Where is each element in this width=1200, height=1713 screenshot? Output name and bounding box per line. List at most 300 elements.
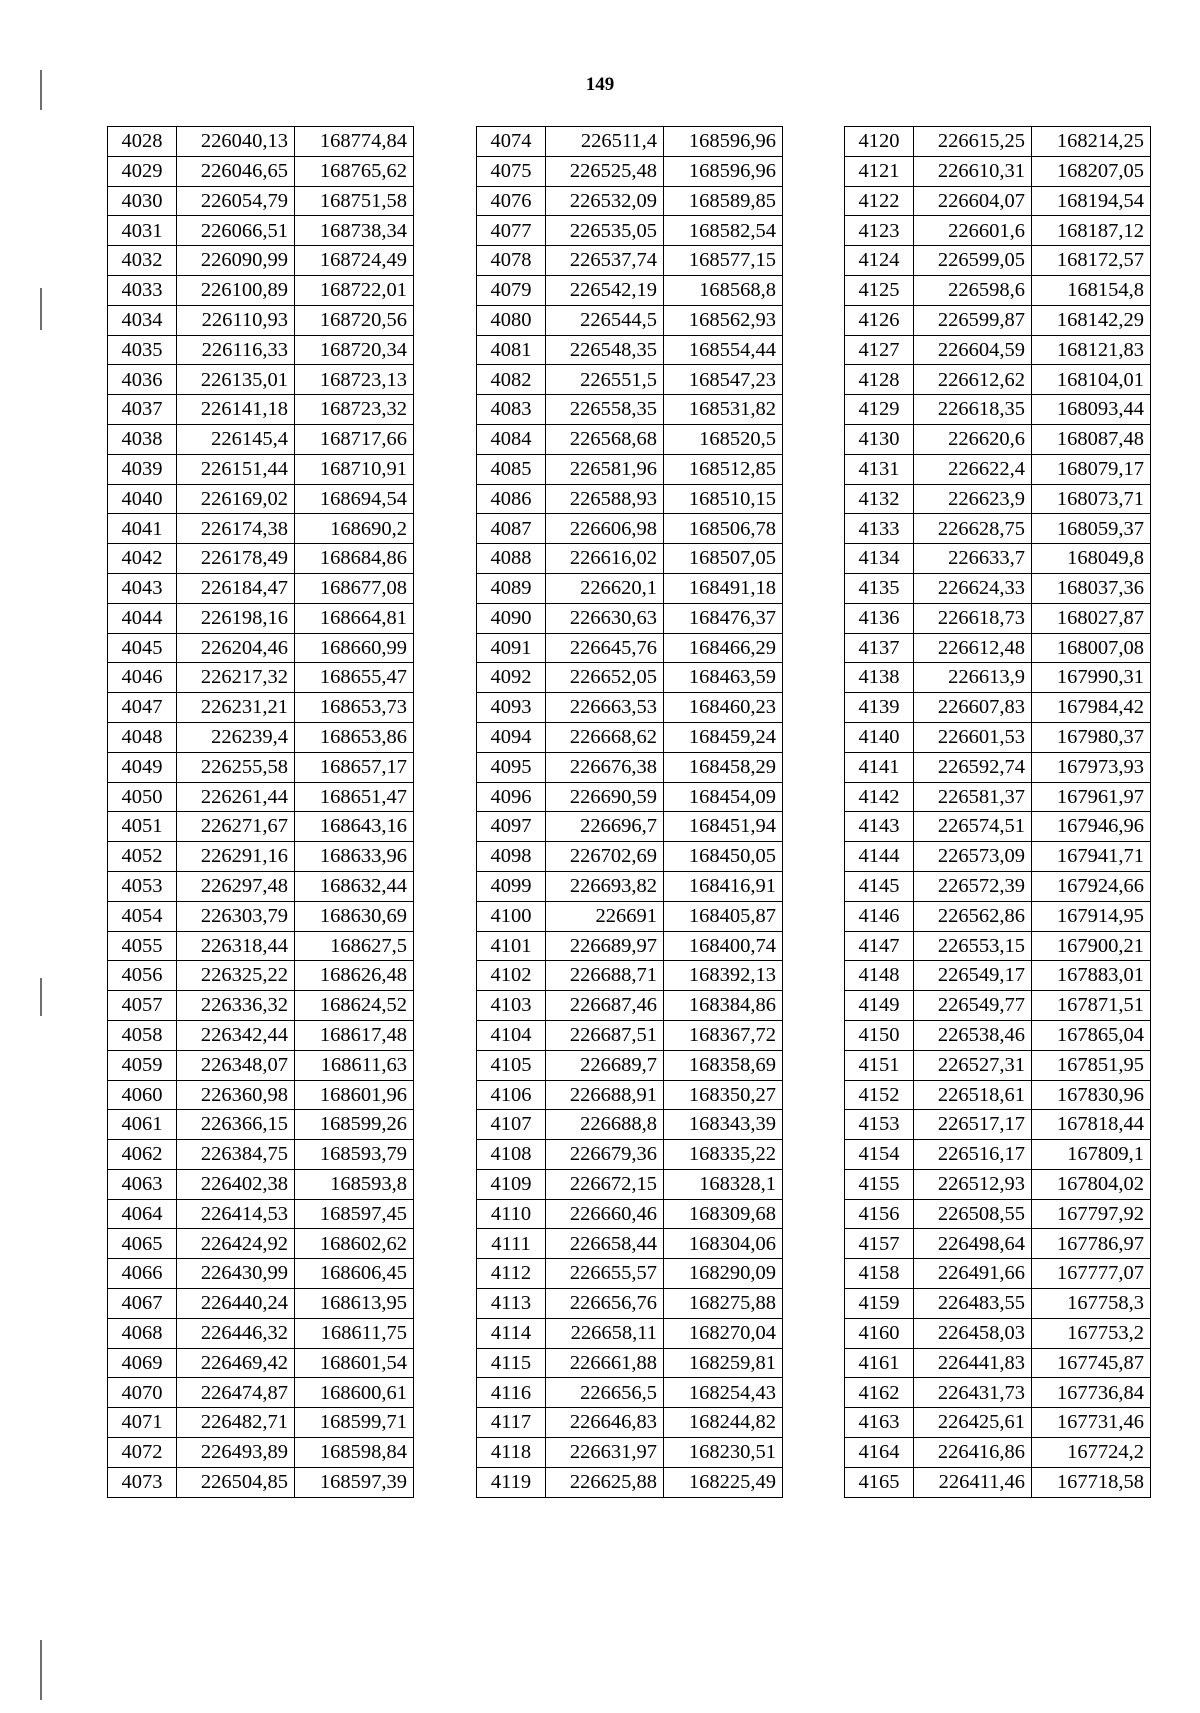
table-row [477,901,783,931]
x-coordinate-cell: 226430,99 [177,1259,295,1289]
table-row [108,1050,414,1080]
point-number-cell: 4102 [477,961,546,991]
table-row [477,335,783,365]
y-coordinate-cell: 168660,99 [295,633,414,663]
table-row [108,1110,414,1140]
point-number-cell: 4050 [108,782,177,812]
y-coordinate-cell: 167818,44 [1032,1110,1151,1140]
point-number-cell: 4093 [477,693,546,723]
point-number-cell: 4056 [108,961,177,991]
point-number-cell: 4109 [477,1169,546,1199]
y-coordinate-cell: 168460,23 [664,693,783,723]
point-number-cell: 4132 [845,484,914,514]
point-number-cell: 4108 [477,1140,546,1170]
y-coordinate-cell: 168335,22 [664,1140,783,1170]
table-row [845,871,1151,901]
y-coordinate-cell: 167900,21 [1032,931,1151,961]
point-number-cell: 4141 [845,752,914,782]
table-row [845,186,1151,216]
point-number-cell: 4049 [108,752,177,782]
table-row [108,454,414,484]
y-coordinate-cell: 167745,87 [1032,1348,1151,1378]
point-number-cell: 4074 [477,127,546,157]
y-coordinate-cell: 168230,51 [664,1438,783,1468]
y-coordinate-cell: 168596,96 [664,127,783,157]
point-number-cell: 4164 [845,1438,914,1468]
y-coordinate-cell: 168600,61 [295,1378,414,1408]
x-coordinate-cell: 226553,15 [914,931,1032,961]
x-coordinate-cell: 226588,93 [546,484,664,514]
y-coordinate-cell: 168599,26 [295,1110,414,1140]
point-number-cell: 4125 [845,275,914,305]
y-coordinate-cell: 168582,54 [664,216,783,246]
y-coordinate-cell: 168416,91 [664,871,783,901]
point-number-cell: 4150 [845,1020,914,1050]
y-coordinate-cell: 167961,97 [1032,782,1151,812]
point-number-cell: 4092 [477,663,546,693]
y-coordinate-cell: 168657,17 [295,752,414,782]
table-row [845,693,1151,723]
table-row [477,1408,783,1438]
y-coordinate-cell: 168597,45 [295,1199,414,1229]
table-row [477,246,783,276]
x-coordinate-cell: 226612,48 [914,633,1032,663]
point-number-cell: 4041 [108,514,177,544]
table-row [477,216,783,246]
table-row [845,782,1151,812]
y-coordinate-cell: 167851,95 [1032,1050,1151,1080]
x-coordinate-cell: 226141,18 [177,395,295,425]
table-row [108,246,414,276]
page-number: 149 [585,74,615,95]
table-row [845,1408,1151,1438]
table-row [477,1169,783,1199]
point-number-cell: 4121 [845,156,914,186]
point-number-cell: 4138 [845,663,914,693]
x-coordinate-cell: 226549,17 [914,961,1032,991]
point-number-cell: 4065 [108,1229,177,1259]
point-number-cell: 4104 [477,1020,546,1050]
table-row [477,1289,783,1319]
table-row [477,961,783,991]
y-coordinate-cell: 168722,01 [295,275,414,305]
x-coordinate-cell: 226100,89 [177,275,295,305]
y-coordinate-cell: 168547,23 [664,365,783,395]
x-coordinate-cell: 226599,87 [914,305,1032,335]
table-row [845,1050,1151,1080]
point-number-cell: 4161 [845,1348,914,1378]
point-number-cell: 4080 [477,305,546,335]
x-coordinate-cell: 226135,01 [177,365,295,395]
y-coordinate-cell: 168613,95 [295,1289,414,1319]
x-coordinate-cell: 226625,88 [546,1467,664,1497]
y-coordinate-cell: 168710,91 [295,454,414,484]
y-coordinate-cell: 168512,85 [664,454,783,484]
y-coordinate-cell: 167990,31 [1032,663,1151,693]
table-row [108,931,414,961]
table-row [845,1259,1151,1289]
table-row [845,603,1151,633]
y-coordinate-cell: 168611,75 [295,1318,414,1348]
table-row [845,1438,1151,1468]
x-coordinate-cell: 226558,35 [546,395,664,425]
point-number-cell: 4059 [108,1050,177,1080]
point-number-cell: 4147 [845,931,914,961]
x-coordinate-cell: 226504,85 [177,1467,295,1497]
point-number-cell: 4143 [845,812,914,842]
y-coordinate-cell: 167777,07 [1032,1259,1151,1289]
table-row [845,395,1151,425]
y-coordinate-cell: 168601,96 [295,1080,414,1110]
x-coordinate-cell: 226592,74 [914,752,1032,782]
y-coordinate-cell: 168259,81 [664,1348,783,1378]
y-coordinate-cell: 168598,84 [295,1438,414,1468]
x-coordinate-cell: 226482,71 [177,1408,295,1438]
y-coordinate-cell: 167758,3 [1032,1289,1151,1319]
point-number-cell: 4046 [108,663,177,693]
y-coordinate-cell: 167924,66 [1032,871,1151,901]
point-number-cell: 4057 [108,991,177,1021]
y-coordinate-cell: 167809,1 [1032,1140,1151,1170]
y-coordinate-cell: 168723,13 [295,365,414,395]
table-row [108,663,414,693]
point-number-cell: 4137 [845,633,914,663]
point-number-cell: 4044 [108,603,177,633]
table-row [108,514,414,544]
y-coordinate-cell: 167946,96 [1032,812,1151,842]
point-number-cell: 4126 [845,305,914,335]
table-row [477,573,783,603]
y-coordinate-cell: 168466,29 [664,633,783,663]
table-row [477,1438,783,1468]
x-coordinate-cell: 226652,05 [546,663,664,693]
table-row [108,1318,414,1348]
x-coordinate-cell: 226271,67 [177,812,295,842]
point-number-cell: 4159 [845,1289,914,1319]
x-coordinate-cell: 226676,38 [546,752,664,782]
x-coordinate-cell: 226607,83 [914,693,1032,723]
x-coordinate-cell: 226261,44 [177,782,295,812]
x-coordinate-cell: 226090,99 [177,246,295,276]
x-coordinate-cell: 226633,7 [914,544,1032,574]
table-row [108,901,414,931]
x-coordinate-cell: 226425,61 [914,1408,1032,1438]
x-coordinate-cell: 226562,86 [914,901,1032,931]
y-coordinate-cell: 168270,04 [664,1318,783,1348]
x-coordinate-cell: 226291,16 [177,842,295,872]
table-row [108,1140,414,1170]
x-coordinate-cell: 226604,59 [914,335,1032,365]
x-coordinate-cell: 226174,38 [177,514,295,544]
table-row [108,275,414,305]
x-coordinate-cell: 226658,11 [546,1318,664,1348]
point-number-cell: 4142 [845,782,914,812]
point-number-cell: 4094 [477,722,546,752]
table-row [477,1318,783,1348]
table-row [477,842,783,872]
table-row [108,871,414,901]
x-coordinate-cell: 226402,38 [177,1169,295,1199]
table-row [845,424,1151,454]
point-number-cell: 4073 [108,1467,177,1497]
x-coordinate-cell: 226658,44 [546,1229,664,1259]
y-coordinate-cell: 168463,59 [664,663,783,693]
y-coordinate-cell: 168290,09 [664,1259,783,1289]
table-row [477,693,783,723]
x-coordinate-cell: 226601,53 [914,722,1032,752]
table-row [108,127,414,157]
y-coordinate-cell: 168104,01 [1032,365,1151,395]
table-row [477,1229,783,1259]
point-number-cell: 4153 [845,1110,914,1140]
table-row [477,424,783,454]
y-coordinate-cell: 168554,44 [664,335,783,365]
y-coordinate-cell: 168562,93 [664,305,783,335]
y-coordinate-cell: 168611,63 [295,1050,414,1080]
point-number-cell: 4149 [845,991,914,1021]
y-coordinate-cell: 168593,79 [295,1140,414,1170]
point-number-cell: 4070 [108,1378,177,1408]
point-number-cell: 4155 [845,1169,914,1199]
point-number-cell: 4134 [845,544,914,574]
point-number-cell: 4071 [108,1408,177,1438]
x-coordinate-cell: 226411,46 [914,1467,1032,1497]
x-coordinate-cell: 226110,93 [177,305,295,335]
x-coordinate-cell: 226610,31 [914,156,1032,186]
x-coordinate-cell: 226532,09 [546,186,664,216]
y-coordinate-cell: 168602,62 [295,1229,414,1259]
table-row [845,931,1151,961]
y-coordinate-cell: 168633,96 [295,842,414,872]
point-number-cell: 4075 [477,156,546,186]
point-number-cell: 4039 [108,454,177,484]
y-coordinate-cell: 168653,73 [295,693,414,723]
point-number-cell: 4045 [108,633,177,663]
x-coordinate-cell: 226446,32 [177,1318,295,1348]
y-coordinate-cell: 168172,57 [1032,246,1151,276]
x-coordinate-cell: 226046,65 [177,156,295,186]
point-number-cell: 4163 [845,1408,914,1438]
y-coordinate-cell: 168093,44 [1032,395,1151,425]
x-coordinate-cell: 226690,59 [546,782,664,812]
x-coordinate-cell: 226702,69 [546,842,664,872]
x-coordinate-cell: 226424,92 [177,1229,295,1259]
point-number-cell: 4068 [108,1318,177,1348]
y-coordinate-cell: 168599,71 [295,1408,414,1438]
x-coordinate-cell: 226483,55 [914,1289,1032,1319]
point-number-cell: 4124 [845,246,914,276]
x-coordinate-cell: 226527,31 [914,1050,1032,1080]
y-coordinate-cell: 167980,37 [1032,722,1151,752]
x-coordinate-cell: 226360,98 [177,1080,295,1110]
y-coordinate-cell: 167718,58 [1032,1467,1151,1497]
x-coordinate-cell: 226297,48 [177,871,295,901]
y-coordinate-cell: 168309,68 [664,1199,783,1229]
y-coordinate-cell: 168049,8 [1032,544,1151,574]
point-number-cell: 4089 [477,573,546,603]
x-coordinate-cell: 226469,42 [177,1348,295,1378]
y-coordinate-cell: 168694,54 [295,484,414,514]
point-number-cell: 4087 [477,514,546,544]
point-number-cell: 4072 [108,1438,177,1468]
y-coordinate-cell: 168738,34 [295,216,414,246]
y-coordinate-cell: 168154,8 [1032,275,1151,305]
point-number-cell: 4140 [845,722,914,752]
y-coordinate-cell: 168506,78 [664,514,783,544]
table-row [477,186,783,216]
table-row [477,484,783,514]
x-coordinate-cell: 226615,25 [914,127,1032,157]
table-row [845,1289,1151,1319]
point-number-cell: 4162 [845,1378,914,1408]
point-number-cell: 4030 [108,186,177,216]
x-coordinate-cell: 226660,46 [546,1199,664,1229]
coordinate-table-2 [476,126,783,1498]
y-coordinate-cell: 168568,8 [664,275,783,305]
x-coordinate-cell: 226440,24 [177,1289,295,1319]
point-number-cell: 4131 [845,454,914,484]
y-coordinate-cell: 168458,29 [664,752,783,782]
y-coordinate-cell: 167973,93 [1032,752,1151,782]
y-coordinate-cell: 168476,37 [664,603,783,633]
point-number-cell: 4123 [845,216,914,246]
x-coordinate-cell: 226689,7 [546,1050,664,1080]
y-coordinate-cell: 168577,15 [664,246,783,276]
point-number-cell: 4034 [108,305,177,335]
table-row [477,752,783,782]
table-row [845,335,1151,365]
table-row [845,275,1151,305]
table-row [108,335,414,365]
point-number-cell: 4079 [477,275,546,305]
y-coordinate-cell: 168027,87 [1032,603,1151,633]
y-coordinate-cell: 168142,29 [1032,305,1151,335]
table-row [845,305,1151,335]
table-row [477,365,783,395]
table-row [108,1020,414,1050]
x-coordinate-cell: 226145,4 [177,424,295,454]
table-row [108,484,414,514]
y-coordinate-cell: 168653,86 [295,722,414,752]
table-row [845,663,1151,693]
table-row [108,1378,414,1408]
x-coordinate-cell: 226491,66 [914,1259,1032,1289]
table-row [845,1020,1151,1050]
point-number-cell: 4119 [477,1467,546,1497]
table-row [108,722,414,752]
x-coordinate-cell: 226672,15 [546,1169,664,1199]
point-number-cell: 4064 [108,1199,177,1229]
y-coordinate-cell: 168624,52 [295,991,414,1021]
table-row [477,871,783,901]
x-coordinate-cell: 226691 [546,901,664,931]
y-coordinate-cell: 168531,82 [664,395,783,425]
x-coordinate-cell: 226458,03 [914,1318,1032,1348]
table-row [845,1110,1151,1140]
x-coordinate-cell: 226414,53 [177,1199,295,1229]
y-coordinate-cell: 168520,5 [664,424,783,454]
x-coordinate-cell: 226572,39 [914,871,1032,901]
x-coordinate-cell: 226693,82 [546,871,664,901]
point-number-cell: 4053 [108,871,177,901]
table-row [477,1259,783,1289]
y-coordinate-cell: 167797,92 [1032,1199,1151,1229]
y-coordinate-cell: 167871,51 [1032,991,1151,1021]
table-row [477,663,783,693]
x-coordinate-cell: 226255,58 [177,752,295,782]
y-coordinate-cell: 168720,34 [295,335,414,365]
point-number-cell: 4129 [845,395,914,425]
table-row [845,1169,1151,1199]
x-coordinate-cell: 226525,48 [546,156,664,186]
table-row [108,156,414,186]
scan-edge-mark-lower [40,1640,42,1700]
point-number-cell: 4076 [477,186,546,216]
y-coordinate-cell: 168400,74 [664,931,783,961]
scan-edge-mark-upper [40,288,42,330]
point-number-cell: 4101 [477,931,546,961]
table-row [108,633,414,663]
table-row [108,842,414,872]
y-coordinate-cell: 167865,04 [1032,1020,1151,1050]
x-coordinate-cell: 226613,9 [914,663,1032,693]
table-row [477,1467,783,1497]
table-row [845,1318,1151,1348]
x-coordinate-cell: 226325,22 [177,961,295,991]
y-coordinate-cell: 168664,81 [295,603,414,633]
y-coordinate-cell: 168254,43 [664,1378,783,1408]
x-coordinate-cell: 226623,9 [914,484,1032,514]
table-row [845,991,1151,1021]
table-row [845,1348,1151,1378]
x-coordinate-cell: 226549,77 [914,991,1032,1021]
y-coordinate-cell: 167736,84 [1032,1378,1151,1408]
x-coordinate-cell: 226512,93 [914,1169,1032,1199]
table-row [108,1080,414,1110]
point-number-cell: 4038 [108,424,177,454]
table-row [108,1229,414,1259]
y-coordinate-cell: 168593,8 [295,1169,414,1199]
table-row [108,573,414,603]
y-coordinate-cell: 167724,2 [1032,1438,1151,1468]
point-number-cell: 4139 [845,693,914,723]
y-coordinate-cell: 168690,2 [295,514,414,544]
x-coordinate-cell: 226366,15 [177,1110,295,1140]
point-number-cell: 4069 [108,1348,177,1378]
point-number-cell: 4127 [845,335,914,365]
y-coordinate-cell: 167984,42 [1032,693,1151,723]
point-number-cell: 4032 [108,246,177,276]
y-coordinate-cell: 168643,16 [295,812,414,842]
y-coordinate-cell: 168275,88 [664,1289,783,1319]
y-coordinate-cell: 168194,54 [1032,186,1151,216]
y-coordinate-cell: 168121,83 [1032,335,1151,365]
point-number-cell: 4165 [845,1467,914,1497]
y-coordinate-cell: 168358,69 [664,1050,783,1080]
x-coordinate-cell: 226493,89 [177,1438,295,1468]
y-coordinate-cell: 168451,94 [664,812,783,842]
point-number-cell: 4156 [845,1199,914,1229]
point-number-cell: 4084 [477,424,546,454]
x-coordinate-cell: 226516,17 [914,1140,1032,1170]
y-coordinate-cell: 168651,47 [295,782,414,812]
x-coordinate-cell: 226116,33 [177,335,295,365]
table-row [845,365,1151,395]
table-row [477,156,783,186]
point-number-cell: 4063 [108,1169,177,1199]
table-row [477,1199,783,1229]
table-row [108,1289,414,1319]
